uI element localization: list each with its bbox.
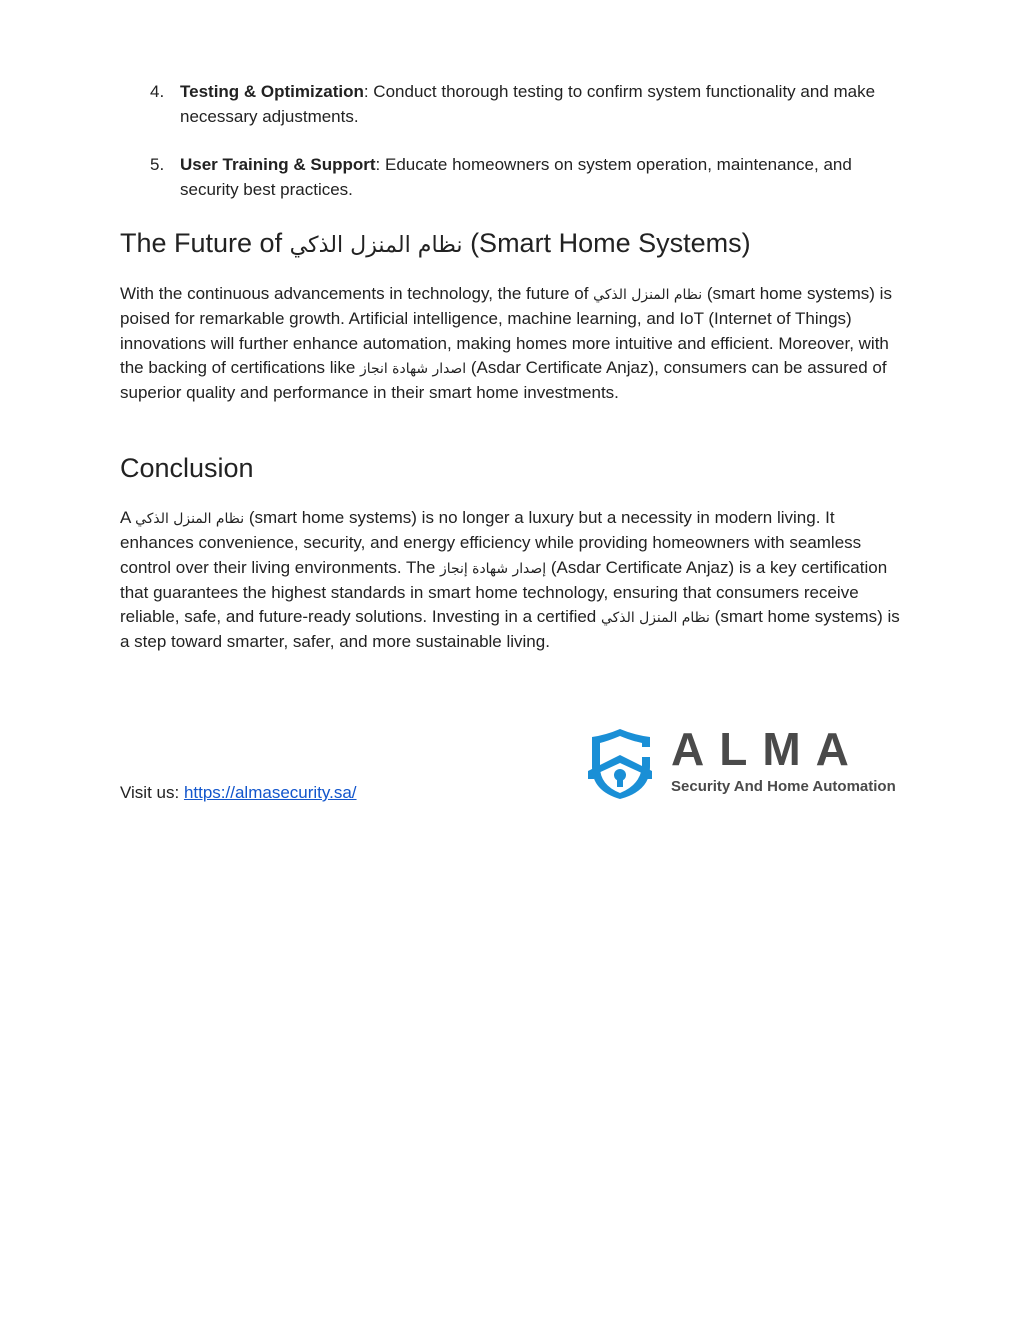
list-item-text: : Conduct thorough testing to confirm system functionality and make necessary adjustments. (180, 82, 876, 126)
list-item (120, 80, 910, 129)
arabic-term: نظام المنزل الذكي (135, 511, 245, 527)
conclusion-heading: Conclusion (120, 453, 254, 483)
arabic-term: نظام المنزل الذكي (601, 610, 710, 627)
list-item-text: : Educate homeowners on system operation, maintenance, and security best practices. (180, 155, 852, 199)
list-number: 5. (150, 155, 165, 174)
future-heading: The Future of نظام المنزل الذكي (Smart Home Systems) (120, 228, 751, 258)
list-item (120, 153, 910, 202)
shield-lock-icon (586, 727, 660, 801)
arabic-term: نظام المنزل الذكي (289, 232, 463, 258)
arabic-term: نظام المنزل الذكي (593, 287, 703, 303)
list-item-title: User Training & Support (180, 155, 376, 174)
website-link[interactable]: https://almasecurity.sa/ (183, 783, 357, 802)
list-number: 4. (150, 82, 165, 101)
list-item-title: Testing & Optimization (180, 82, 364, 101)
arabic-term: إصدار شهادة إنجاز (440, 560, 547, 577)
alma-logo (586, 723, 896, 801)
future-paragraph: With the continuous advancements in technology, the future of نظام المنزل الذكي (smart home systems) is poised for remarkable growth. Artificial intelligence, machine learning, and IoT (Internet of Things) innovations will further enhance automation, making homes more intuitive and efficient. Moreover, with the backing of certifications like اصدار شهادة انجاز (Asdar Certificate Anjaz), consumers can be assured of superior quality and performance in their smart home investments. (120, 284, 892, 403)
logo-wordmark: ALMA (671, 723, 864, 775)
conclusion-paragraph: A نظام المنزل الذكي (smart home systems) is no longer a luxury but a necessity in modern living. It enhances convenience, security, and energy efficiency while providing homeowners with seamless control over their living environments. The إصدار شهادة إنجاز (Asdar Certificate Anjaz) is a key certification that guarantees the highest standards in smart home technology, ensuring that consumers receive reliable, safe, and future-ready solutions. Investing in a certified نظام المنزل الذكي (smart home systems) is a step toward smarter, safer, and more sustainable living. (120, 508, 900, 652)
logo-tagline: Security And Home Automation (671, 778, 896, 795)
visit-line (120, 781, 357, 805)
arabic-term: اصدار شهادة انجاز (360, 360, 467, 377)
visit-label: Visit us: (120, 783, 180, 802)
numbered-list (120, 80, 910, 226)
